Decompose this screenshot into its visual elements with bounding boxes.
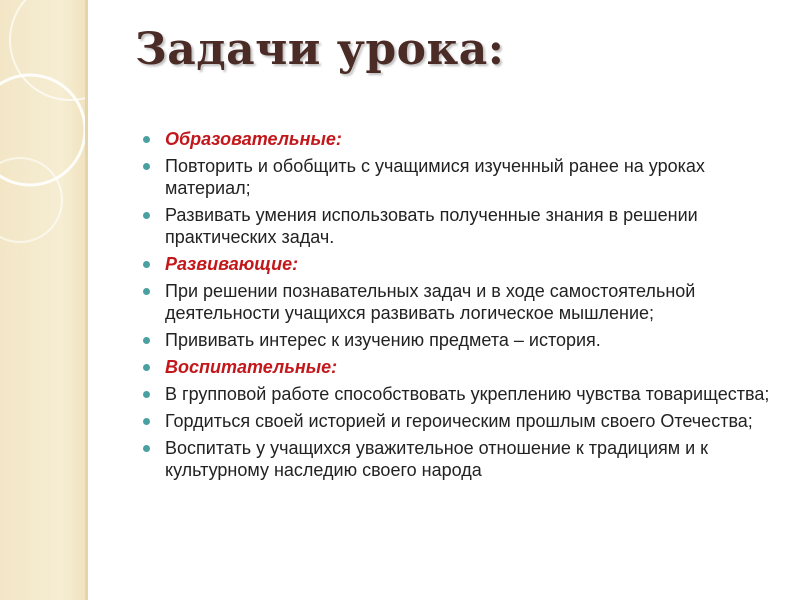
task-text: Гордиться своей историей и героическим прошлым своего Отечества; — [165, 411, 753, 431]
bullet-icon — [143, 163, 150, 170]
bullet-icon — [143, 212, 150, 219]
task-text: Прививать интерес к изучению предмета – история. — [165, 330, 601, 350]
task-text: Развивать умения использовать полученные знания в решении практических задач. — [165, 205, 698, 247]
bullet-icon — [143, 337, 150, 344]
task-text: В групповой работе способствовать укреплению чувства товарищества; — [165, 384, 770, 404]
slide-title: Задачи урока: — [135, 24, 505, 75]
list-item — [140, 383, 790, 405]
list-item — [140, 280, 790, 324]
list-item — [140, 329, 790, 351]
bullet-icon — [143, 136, 150, 143]
list-item — [140, 410, 790, 432]
list-item — [140, 128, 790, 150]
bullet-icon — [143, 391, 150, 398]
list-item — [140, 155, 790, 199]
list-item — [140, 356, 790, 378]
section-heading: Развивающие: — [165, 254, 299, 274]
bullet-icon — [143, 288, 150, 295]
section-heading: Воспитательные: — [165, 357, 338, 377]
decorative-side-band — [0, 0, 88, 600]
list-item — [140, 437, 790, 481]
task-text: Повторить и обобщить с учащимися изученный ранее на уроках материал; — [165, 156, 705, 198]
task-list — [140, 128, 790, 486]
bullet-icon — [143, 261, 150, 268]
bullet-icon — [143, 364, 150, 371]
task-text: При решении познавательных задач и в ходе самостоятельной деятельности учащихся развивать логическое мышление; — [165, 281, 696, 323]
list-item — [140, 204, 790, 248]
decorative-circles-icon — [0, 0, 88, 600]
bullet-icon — [143, 418, 150, 425]
task-text: Воспитать у учащихся уважительное отношение к традициям и к культурному наследию своего народа — [165, 438, 709, 480]
list-item — [140, 253, 790, 275]
section-heading: Образовательные: — [165, 129, 342, 149]
bullet-icon — [143, 445, 150, 452]
